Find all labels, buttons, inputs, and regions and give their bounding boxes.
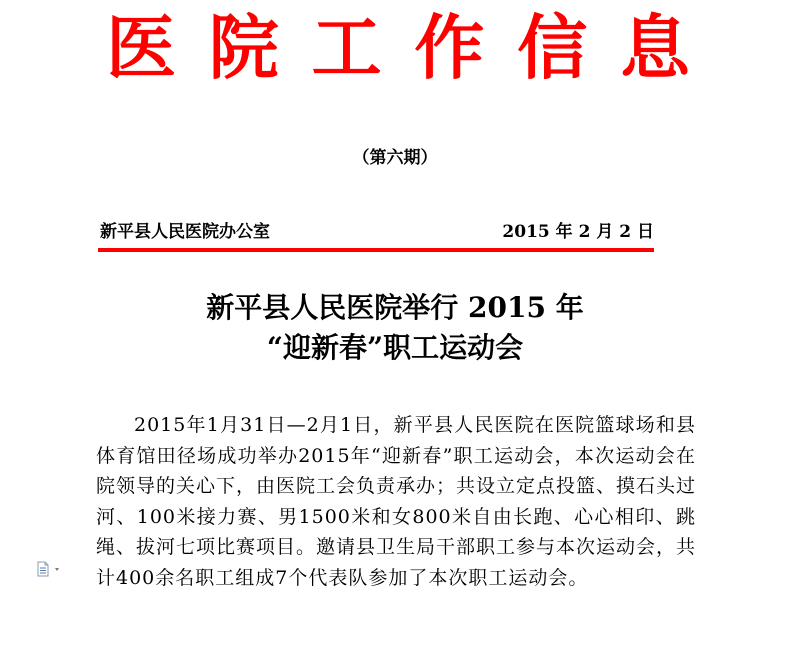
masthead-char: 信 (517, 7, 588, 89)
publish-date: 2015 年 2 月 2 日 (502, 222, 654, 242)
masthead-char: 作 (414, 7, 485, 89)
headline-line-1: 新平县人民医院举行 2015 年 (206, 291, 584, 324)
issue-number: （第六期） (352, 148, 438, 168)
meta-row (100, 220, 654, 244)
red-divider (98, 248, 654, 252)
masthead-title (98, 8, 698, 88)
headline-line-2: “迎新春”职工运动会 (266, 331, 524, 364)
masthead-char: 院 (208, 7, 279, 89)
office-name: 新平县人民医院办公室 (100, 222, 270, 242)
masthead-char: 息 (619, 7, 690, 89)
masthead-char: 医 (106, 7, 176, 89)
body-paragraph: 2015年1月31日—2月1日，新平县人民医院在医院篮球场和县体育馆田径场成功举办2015年“迎新春”职工运动会，本次运动会在院领导的关心下，由医院工会负责承办；共设立定点投篮、摸石头过河、100米接力赛、男1500米和女800米自由长跑、心心相印、跳绳、拔河七项比赛项目。邀请县卫生局干部职工参与本次运动会，共计400余名职工组成7个代表队参加了本次职工运动会。 (96, 414, 697, 589)
document-icon-glyph (36, 561, 64, 577)
masthead-char: 工 (311, 7, 382, 89)
document-icon[interactable] (36, 561, 64, 577)
